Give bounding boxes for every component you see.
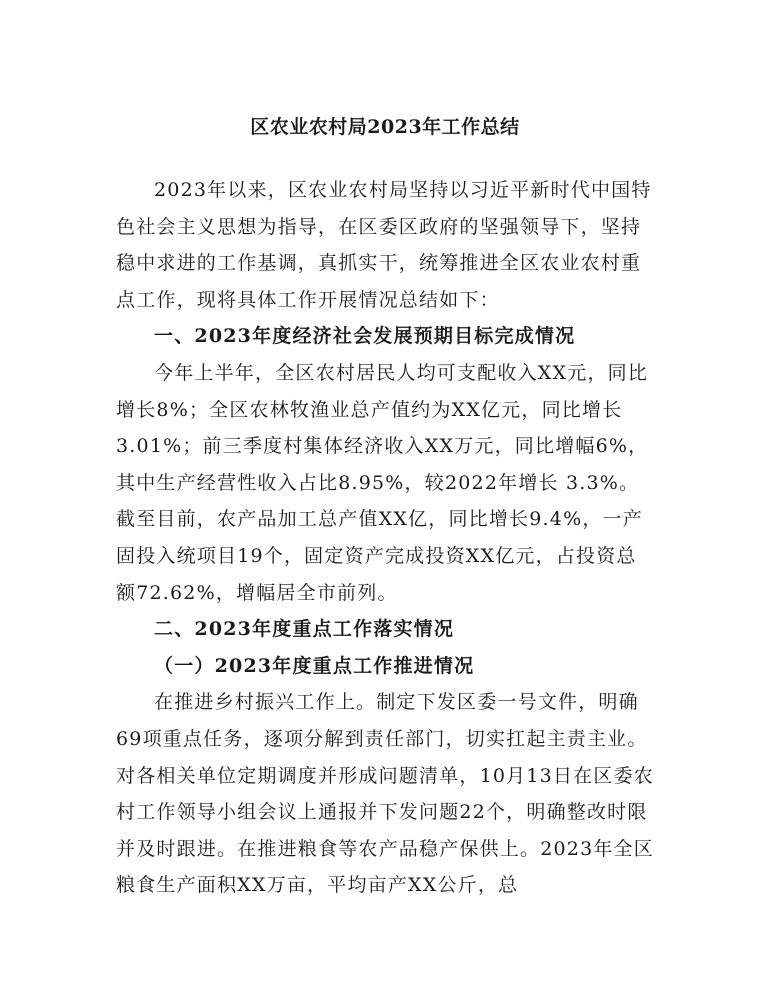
subsection-1-paragraph: 在推进乡村振兴工作上。制定下发区委一号文件，明确69项重点任务，逐项分解到责任部门，切实扛起主责主业。对各相关单位定期调度并形成问题清单，10月13日在区委农村工作领导小组会议上通报并下发问题22个，明确整改时限并及时跟进。在推进粮食等农产品稳产保供上。2023年全区粮食生产面积XX万亩，平均亩产XX公斤，总 xyxy=(116,691,654,897)
intro-paragraph: 2023年以来，区农业农村局坚持以习近平新时代中国特色社会主义思想为指导，在区委区政府的坚强领导下，坚持稳中求进的工作基调，真抓实干，统筹推进全区农业农村重点工作，现将具体工作开展情况总结如下： xyxy=(116,179,652,311)
section-2-heading: 二、2023年度重点工作落实情况 xyxy=(154,618,455,641)
document-body xyxy=(116,172,656,904)
section-1-paragraph: 今年上半年，全区农村居民人均可支配收入XX元，同比增长8%；全区农林牧渔业总产值约为XX亿元，同比增长3.01%；前三季度村集体经济收入XX万元，同比增幅6%，其中生产经营性收入占比8.95%，较2022年增长 3.3%。截至目前，农产品加工总产值XX亿，同比增长9.4%，一产固投入统项目19个，固定资产完成投资XX亿元，占投资总额72.62%，增幅居全市前列。 xyxy=(116,361,649,604)
section-1-heading: 一、2023年度经济社会发展预期目标完成情况 xyxy=(154,325,576,348)
document-title: 区农业农村局2023年工作总结 xyxy=(250,116,520,138)
subsection-1-heading: （一）2023年度重点工作推进情况 xyxy=(154,654,475,677)
